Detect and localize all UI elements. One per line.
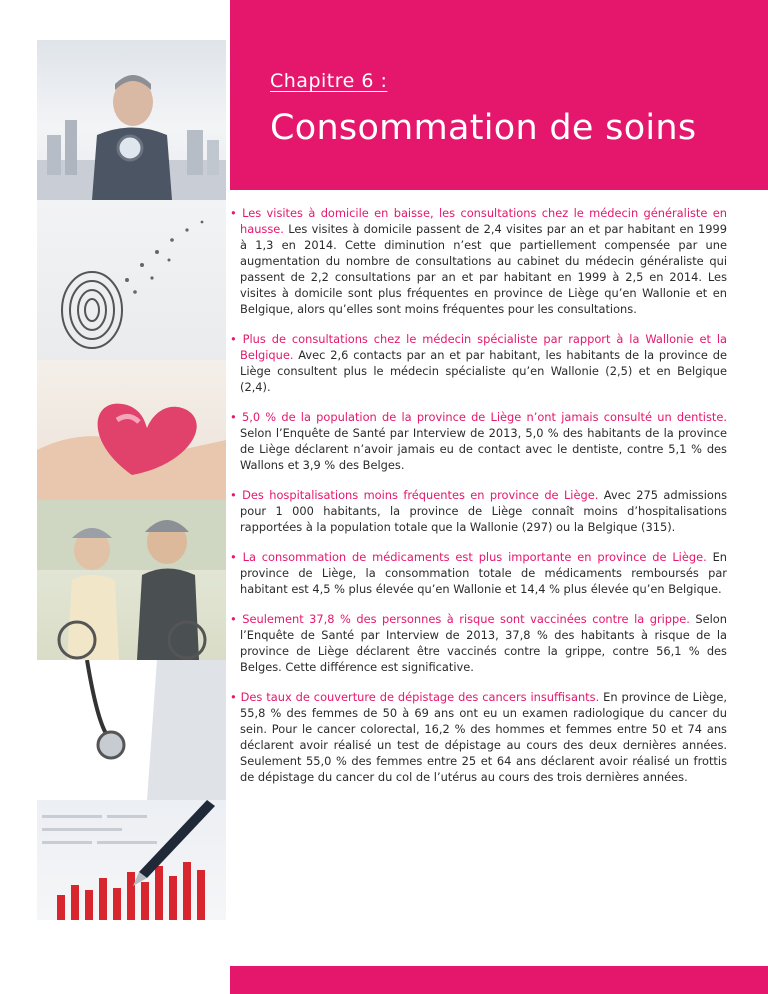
item-lead: Seulement 37,8 % des personnes à risque sont vaccinées contre la grippe. (242, 612, 690, 626)
chapter-label: Chapitre 6 : (270, 70, 388, 92)
bullet-icon: • (230, 612, 237, 626)
summary-item (230, 205, 727, 317)
item-lead: Les visites à domicile en baisse, les consultations chez le médecin généraliste en hausse. (240, 206, 727, 236)
summary-item (230, 549, 727, 597)
summary-item (230, 331, 727, 395)
summary-item (230, 487, 727, 535)
chapter-header (230, 0, 768, 190)
bullet-icon: • (230, 550, 237, 564)
summary-list (230, 205, 727, 799)
bullet-icon: • (230, 410, 237, 424)
businessman-magnifier-photo (37, 40, 226, 200)
bullet-icon: • (230, 206, 237, 220)
item-lead: Des taux de couverture de dépistage des cancers insuffisants. (240, 690, 600, 704)
footer-bar (230, 966, 768, 994)
bullet-icon: • (230, 690, 237, 704)
item-lead: La consommation de médicaments est plus importante en province de Liège. (242, 550, 707, 564)
fingerprint-birds-photo (37, 200, 226, 360)
summary-item (230, 409, 727, 473)
bullet-icon: • (230, 488, 237, 502)
item-body: Selon l’Enquête de Santé par Interview de 2013, 37,8 % des habitants à risque de la province de Liège déclarent être vaccinés contre la grippe, contre 56,1 % des Belges. Cette différence est significative. (240, 612, 727, 674)
item-body: Avec 2,6 contacts par an et par habitant, les habitants de la province de Liège consultent plus le médecin spécialiste qu’en Wallonie (2,5) et en Belgique (2,4). (240, 348, 727, 394)
chapter-title: Consommation de soins (270, 108, 697, 148)
item-body: Selon l’Enquête de Santé par Interview de 2013, 5,0 % des habitants de la province de Liège déclarent n’avoir jamais eu de contact avec le dentiste, contre 5,1 % des Wallons et 3,9 % des Belges. (240, 426, 727, 472)
item-body: Les visites à domicile passent de 2,4 visites par an et par habitant en 1999 à 1,3 en 2014. Cette diminution n’est que partiellement compensée par une augmentation du nombre de consultations au cabinet du médecin généraliste qui passent de 2,2 consultations par an et par habitant en 1999 à 2,5 en 2014. Les visites à domicile sont plus fréquentes en province de Liège qu’en Wallonie et en Belgique, alors qu’elles sont moins fréquentes pour les consultations. (240, 222, 727, 316)
doctor-stethoscope-photo (37, 660, 226, 800)
item-lead: 5,0 % de la population de la province de Liège n’ont jamais consulté un dentiste. (241, 410, 727, 424)
pen-on-chart-photo (37, 800, 226, 920)
photo-strip (37, 40, 226, 920)
item-body: En province de Liège, la consommation totale de médicaments remboursés par habitant est 4,5 % plus élevée qu’en Wallonie et 14,4 % plus élevée qu’en Belgique. (240, 550, 728, 596)
bullet-icon: • (230, 332, 237, 346)
item-body: Avec 275 admissions pour 1 000 habitants, la province de Liège connaît moins d’hospitalisations rapportées à la population totale que la Wallonie (297) ou la Belgique (315). (240, 488, 728, 534)
item-body: En province de Liège, 55,8 % des femmes de 50 à 69 ans ont eu un examen radiologique du cancer du sein. Pour le cancer colorectal, 16,2 % des hommes et femmes entre 50 et 74 ans déclarent avoir réalisé un test de dépistage au cours des deux dernières années. Seulement 55,0 % des femmes entre 25 et 64 ans déclarent avoir réalisé un frottis de dépistage du cancer du col de l’utérus au cours des trois dernières années. (240, 690, 727, 784)
item-lead: Des hospitalisations moins fréquentes en province de Liège. (242, 488, 599, 502)
item-lead: Plus de consultations chez le médecin spécialiste par rapport à la Wallonie et la Belgique. (240, 332, 727, 362)
senior-cyclists-photo (37, 500, 226, 660)
heart-in-hands-photo (37, 360, 226, 500)
summary-item (230, 689, 727, 785)
summary-item (230, 611, 727, 675)
